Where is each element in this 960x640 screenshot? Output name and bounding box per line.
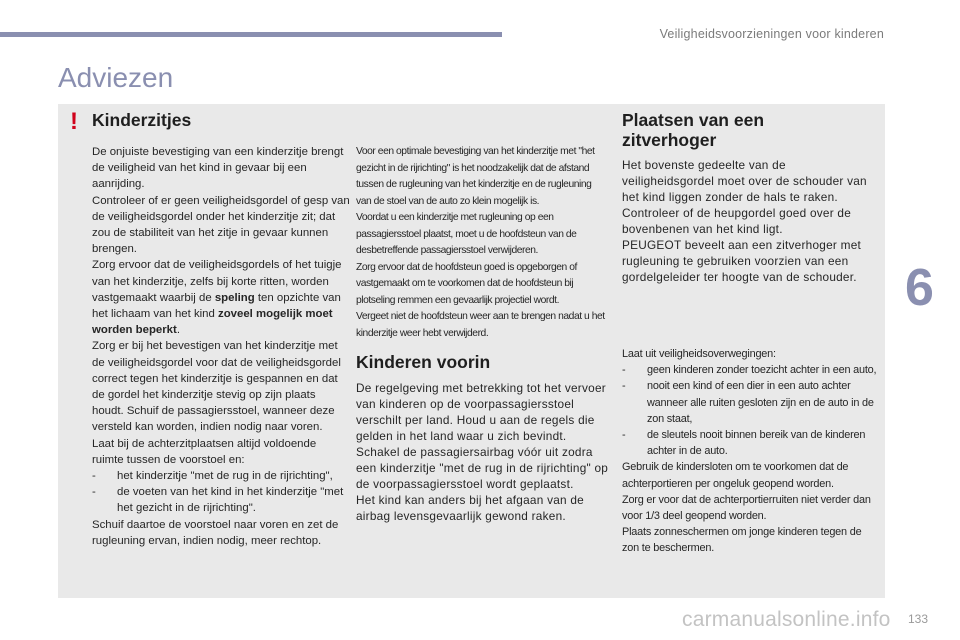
paragraph: De regelgeving met betrekking tot het vervoer van kinderen op de voorpassagiersstoel verschilt per land. Houd u aan de regels die gelden in het land waar u zich bevindt. (356, 381, 606, 443)
paragraph: Plaats zonneschermen om jonge kinderen tegen de zon te beschermen. (622, 526, 862, 555)
paragraph: Zorg ervoor dat de veiligheidsgordels of het tuigje van het kinderzitje, zelfs bij korte ritten, worden vastgemaakt waarbij de speling ten opzichte van het lichaam van het kind zoveel mogelijk moet worden beperkt. (92, 259, 342, 337)
list-item: - geen kinderen zonder toezicht achter in een auto, (622, 364, 877, 377)
paragraph: Schuif daartoe de voorstoel naar voren en zet de rugleuning ervan, indien nodig, meer rechtop. (92, 518, 339, 547)
page-number: 133 (908, 612, 929, 626)
emphasis: zoveel mogelijk moet worden beperkt (92, 308, 333, 337)
paragraph: Controleer of de heupgordel goed over de bovenbenen van het kind ligt. (622, 206, 852, 236)
chapter-number: 6 (905, 259, 934, 317)
paragraph: Controleer of er geen veiligheidsgordel of gesp van de veiligheidsgordel onder het kinderzitje zit; dat zou de stabiliteit van het zitje in gevaar kunnen brengen. (92, 194, 350, 256)
bullet-list (92, 468, 350, 517)
paragraph: Laat uit veiligheidsoverwegingen: (622, 348, 776, 360)
watermark: carmanualsonline.info (682, 608, 891, 631)
bullet-list (622, 362, 878, 459)
heading-kinderen-voorin: Kinderen voorin (356, 352, 491, 372)
paragraph: Vergeet niet de hoofdsteun weer aan te brengen nadat u het kinderzitje weer hebt verwijderd. (356, 311, 605, 339)
paragraph: Voordat u een kinderzitje met rugleuning op een passagiersstoel plaatst, moet u de hoofdsteun van de desbetreffende passagiersstoel verwijderen. (356, 212, 577, 256)
paragraph: Laat bij de achterzitplaatsen altijd voldoende ruimte tussen de voorstoel en: (92, 437, 317, 466)
section-title: Veiligheidsvoorzieningen voor kinderen (659, 27, 884, 41)
column-veiligheid (622, 346, 878, 557)
warning-icon: ! (70, 108, 78, 135)
paragraph: Het bovenste gedeelte van de veiligheidsgordel moet over de schouder van het kind liggen zonder de hals te raken. (622, 158, 867, 204)
list-item: - de sleutels nooit binnen bereik van de kinderen achter in de auto. (622, 429, 866, 458)
paragraph: Schakel de passagiersairbag vóór uit zodra een kinderzitje "met de rug in de rijrichting" op de voorpassagiersstoel wordt geplaatst. (356, 445, 609, 491)
column-kinderzitjes (92, 144, 350, 549)
column-zitverhoger (622, 157, 876, 285)
column-kinderen-voorin (356, 380, 610, 524)
paragraph: PEUGEOT beveelt aan een zitverhoger met rugleuning te gebruiken voorzien van een gordelgeleider ter hoogte van de schouder. (622, 238, 862, 284)
paragraph: Zorg ervoor dat de hoofdsteun goed is opgeborgen of vastgemaakt om te voorkomen dat de hoofdsteun bij plotseling remmen een gevaarlijk projectiel wordt. (356, 261, 577, 306)
paragraph: Het kind kan anders bij het afgaan van de airbag levensgevaarlijk gewond raken. (356, 493, 584, 523)
heading-zitverhoger: Plaatsen van een zitverhoger (622, 110, 765, 150)
paragraph: Zorg er voor dat de achterportierruiten niet verder dan voor 1/3 deel geopend worden. (622, 493, 871, 523)
emphasis: speling (214, 291, 255, 304)
paragraph: De onjuiste bevestiging van een kinderzitje brengt de veiligheid van het kind in gevaar bij een aanrijding. (92, 146, 344, 191)
heading-kinderzitjes: Kinderzitjes (92, 110, 192, 130)
paragraph: Voor een optimale bevestiging van het kinderzitje met "het gezicht in de rijrichting" is het noodzakelijk dat de afstand tussen de rugleuning van het kinderzitje en de rugleuning van de stoel van de auto zo klein mogelijk is. (356, 146, 595, 207)
header-accent-bar (0, 32, 502, 37)
column-hoofdsteun (356, 144, 608, 342)
list-item: - de voeten van het kind in het kinderzitje "met het gezicht in de rijrichting". (92, 486, 344, 515)
page-title: Adviezen (58, 62, 174, 93)
paragraph: Zorg er bij het bevestigen van het kinderzitje met de veiligheidsgordel voor dat de veiligheidsgordel correct tegen het kinderzitje is gespannen en dat de gordel het kinderzitje stevig op zijn plaats houdt. Schuif de passagiersstoel, wanneer deze versteld kan worden, indien nodig naar voren. (92, 340, 341, 434)
list-item: - nooit een kind of een dier in een auto achter wanneer alle ruiten gesloten zijn en de auto in de zon staat, (622, 380, 874, 425)
list-item: - het kinderzitje "met de rug in de rijrichting", (92, 470, 333, 483)
paragraph: Gebruik de kindersloten om te voorkomen dat de achterportieren per ongeluk geopend worden. (622, 461, 849, 490)
